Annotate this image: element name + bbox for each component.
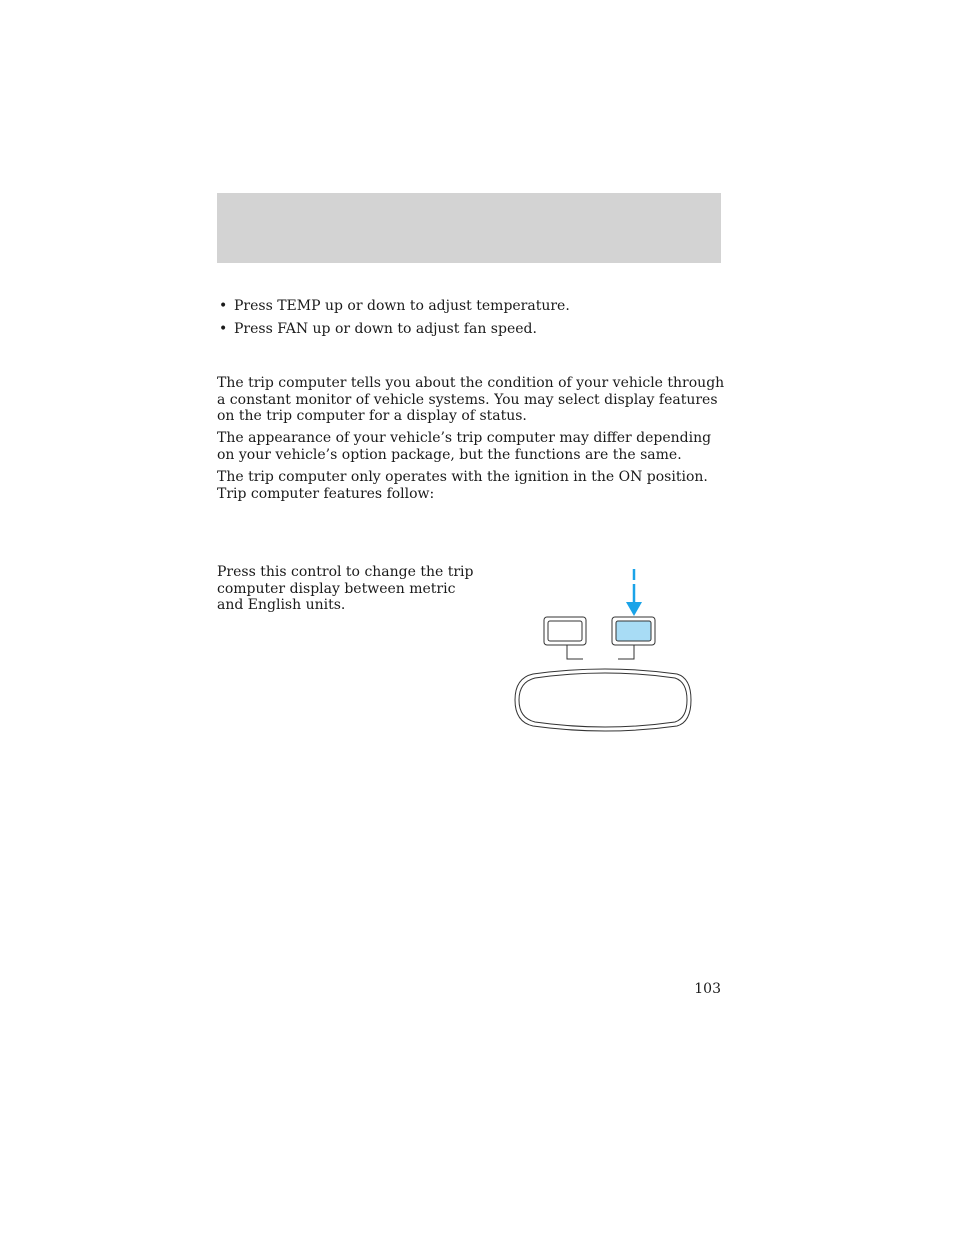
bullet-text: Press FAN up or down to adjust fan speed. — [234, 321, 537, 337]
units-button[interactable] — [612, 617, 655, 645]
function-button[interactable] — [544, 617, 586, 645]
list-item — [217, 298, 721, 315]
bullet-icon: • — [219, 298, 228, 314]
units-control-paragraph: Press this control to change the trip computer display between metric and English units. — [217, 564, 474, 613]
list-item — [217, 321, 721, 338]
bullet-text: Press TEMP up or down to adjust temperature. — [234, 298, 570, 314]
bullet-icon: • — [219, 321, 228, 337]
bullet-list — [217, 298, 721, 344]
section-header-band — [217, 193, 721, 263]
connector-lines — [567, 645, 634, 659]
ignition-paragraph: The trip computer only operates with the ignition in the ON position. Trip computer features follow: — [217, 469, 708, 502]
display-screen — [515, 669, 691, 731]
appearance-paragraph: The appearance of your vehicle’s trip computer may differ depending on your vehicle’s option package, but the functions are the same. — [217, 430, 712, 463]
page-number: 103 — [694, 981, 721, 997]
trip-computer-diagram — [505, 560, 705, 740]
arrow-down-icon — [626, 569, 642, 616]
intro-paragraph: The trip computer tells you about the condition of your vehicle through a constant monitor of vehicle systems. You may select display features on the trip computer for a display of status. — [217, 375, 725, 424]
